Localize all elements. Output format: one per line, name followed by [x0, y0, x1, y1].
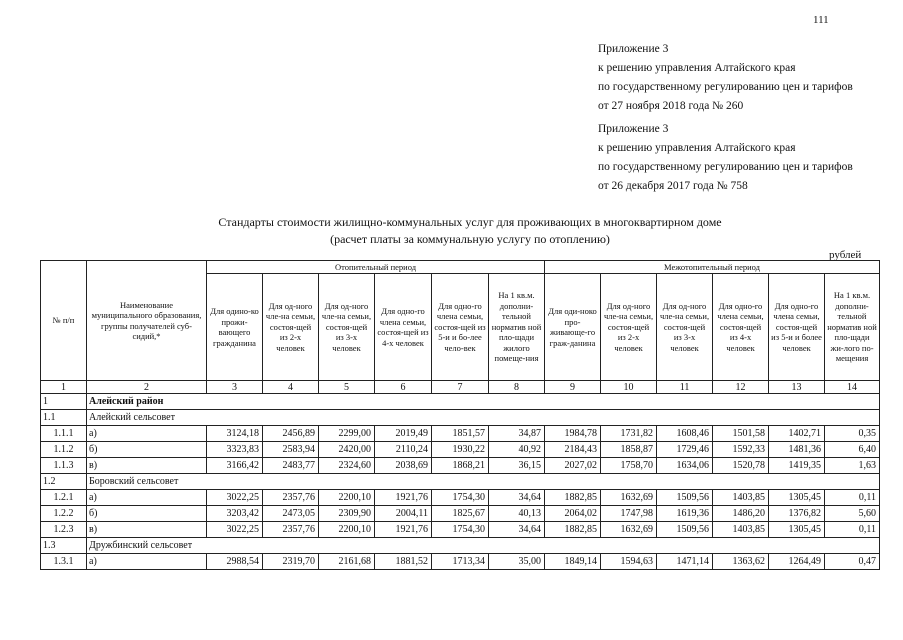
table-row	[41, 458, 880, 474]
row-number: 1	[41, 394, 87, 410]
cost-value: 1592,33	[713, 442, 769, 458]
table-row	[41, 506, 880, 522]
cost-value: 2456,89	[263, 426, 319, 442]
cost-value: 1731,82	[601, 426, 657, 442]
recipient-group: в)	[87, 522, 207, 538]
header-heating-col: Для одно-го члена семьи, состоя-щей из 4-х человек	[375, 274, 432, 381]
unit-label: рублей	[829, 249, 862, 261]
recipient-group: а)	[87, 490, 207, 506]
appendix-line: по государственному регулированию цен и тарифов	[598, 81, 853, 93]
cost-value: 2038,69	[375, 458, 432, 474]
settlement-name: Алейский сельсовет	[87, 410, 880, 426]
cost-value: 35,00	[489, 554, 545, 570]
cost-value: 3166,42	[207, 458, 263, 474]
cost-value: 1758,70	[601, 458, 657, 474]
cost-value: 2473,05	[263, 506, 319, 522]
header-interheating-col: Для одно-го члена семьи, состоя-щей из 5-и и более человек	[769, 274, 825, 381]
row-number: 1.1.3	[41, 458, 87, 474]
cost-value: 1305,45	[769, 490, 825, 506]
cost-value: 0,11	[825, 490, 880, 506]
district-row	[41, 394, 880, 410]
appendix-line: по государственному регулированию цен и тарифов	[598, 161, 853, 173]
cost-standards-table	[40, 260, 880, 570]
cost-value: 1858,87	[601, 442, 657, 458]
section-row	[41, 410, 880, 426]
document-title: Стандарты стоимости жилищно-коммунальных услуг для проживающих в многоквартирном доме	[218, 215, 722, 229]
row-number: 1.3	[41, 538, 87, 554]
cost-value: 1619,36	[657, 506, 713, 522]
cost-value: 3124,18	[207, 426, 263, 442]
settlement-name: Дружбинский сельсовет	[87, 538, 880, 554]
cost-value: 1486,20	[713, 506, 769, 522]
settlement-name: Боровский сельсовет	[87, 474, 880, 490]
cost-value: 1305,45	[769, 522, 825, 538]
recipient-group: а)	[87, 554, 207, 570]
cost-value: 2064,02	[545, 506, 601, 522]
cost-value: 3203,42	[207, 506, 263, 522]
cost-value: 34,64	[489, 522, 545, 538]
cost-value: 2988,54	[207, 554, 263, 570]
district-name: Алейский район	[87, 394, 880, 410]
row-number: 1.3.1	[41, 554, 87, 570]
cost-value: 1632,69	[601, 490, 657, 506]
page-number: 111	[813, 14, 829, 26]
header-heating-col: Для од-ного чле-на семьи, состоя-щей из 3-х человек	[319, 274, 375, 381]
appendix-line: от 26 декабря 2017 года № 758	[598, 180, 748, 192]
cost-value: 2200,10	[319, 490, 375, 506]
cost-value: 1930,22	[432, 442, 489, 458]
cost-value: 36,15	[489, 458, 545, 474]
cost-value: 1264,49	[769, 554, 825, 570]
table-row	[41, 554, 880, 570]
recipient-group: а)	[87, 426, 207, 442]
cost-value: 1754,30	[432, 522, 489, 538]
column-number: 14	[825, 381, 880, 394]
cost-value: 1984,78	[545, 426, 601, 442]
cost-value: 3022,25	[207, 522, 263, 538]
table-row	[41, 490, 880, 506]
cost-value: 1403,85	[713, 522, 769, 538]
cost-value: 1363,62	[713, 554, 769, 570]
appendix-line: к решению управления Алтайского края	[598, 62, 796, 74]
cost-value: 1594,63	[601, 554, 657, 570]
row-number: 1.2.2	[41, 506, 87, 522]
column-number: 8	[489, 381, 545, 394]
cost-value: 1851,57	[432, 426, 489, 442]
header-interheating-col: Для од-ного чле-на семьи, состоя-щей из 3-х человек	[657, 274, 713, 381]
header-heating-period: Отопительный период	[207, 261, 545, 274]
cost-value: 1509,56	[657, 522, 713, 538]
column-number: 13	[769, 381, 825, 394]
appendix-line: Приложение 3	[598, 43, 669, 55]
column-number: 12	[713, 381, 769, 394]
cost-value: 1825,67	[432, 506, 489, 522]
cost-value: 1520,78	[713, 458, 769, 474]
cost-value: 1921,76	[375, 490, 432, 506]
header-interheating-col: Для оди-ноко про-живающе-го граж-данина	[545, 274, 601, 381]
cost-value: 1868,21	[432, 458, 489, 474]
cost-value: 2019,49	[375, 426, 432, 442]
column-number: 7	[432, 381, 489, 394]
cost-value: 1747,98	[601, 506, 657, 522]
column-number: 11	[657, 381, 713, 394]
cost-value: 1921,76	[375, 522, 432, 538]
cost-value: 0,11	[825, 522, 880, 538]
table-row	[41, 442, 880, 458]
cost-value: 2357,76	[263, 522, 319, 538]
appendix-line: от 27 ноября 2018 года № 260	[598, 100, 744, 112]
section-row	[41, 474, 880, 490]
cost-value: 2184,43	[545, 442, 601, 458]
cost-value: 2299,00	[319, 426, 375, 442]
header-heating-col: Для одно-го члена семьи, состоя-щей из 5-и и бо-лее чело-век	[432, 274, 489, 381]
cost-value: 2027,02	[545, 458, 601, 474]
appendix-note-2017	[598, 120, 853, 196]
header-interheating-period: Межотопительный период	[545, 261, 880, 274]
cost-value: 1754,30	[432, 490, 489, 506]
cost-value: 1501,58	[713, 426, 769, 442]
cost-value: 2483,77	[263, 458, 319, 474]
column-number: 1	[41, 381, 87, 394]
header-interheating-col: Для од-ного чле-на семьи, состоя-щей из 2-х человек	[601, 274, 657, 381]
cost-value: 1509,56	[657, 490, 713, 506]
column-number: 3	[207, 381, 263, 394]
cost-value: 1419,35	[769, 458, 825, 474]
table-row	[41, 426, 880, 442]
header-heating-col: Для од-ного чле-на семьи, состоя-щей из 2-х человек	[263, 274, 319, 381]
cost-value: 2324,60	[319, 458, 375, 474]
row-number: 1.1.1	[41, 426, 87, 442]
header-heating-col: Для одино-ко прожи-вающего гражданина	[207, 274, 263, 381]
cost-value: 5,60	[825, 506, 880, 522]
cost-value: 2004,11	[375, 506, 432, 522]
row-number: 1.2	[41, 474, 87, 490]
cost-value: 1402,71	[769, 426, 825, 442]
cost-value: 1376,82	[769, 506, 825, 522]
cost-value: 1634,06	[657, 458, 713, 474]
header-interheating-col: Для одно-го члена семьи, состоя-щей из 4-х человек	[713, 274, 769, 381]
cost-value: 1882,85	[545, 522, 601, 538]
cost-value: 1608,46	[657, 426, 713, 442]
appendix-note-2018	[598, 40, 853, 116]
cost-value: 2357,76	[263, 490, 319, 506]
cost-value: 2319,70	[263, 554, 319, 570]
cost-value: 1,63	[825, 458, 880, 474]
cost-value: 1729,46	[657, 442, 713, 458]
recipient-group: б)	[87, 506, 207, 522]
row-number: 1.1.2	[41, 442, 87, 458]
header-municipality: Наименование муниципального образования, группы получателей суб-сидий,*	[87, 261, 207, 381]
cost-value: 1849,14	[545, 554, 601, 570]
cost-value: 3323,83	[207, 442, 263, 458]
header-heating-col: На 1 кв.м. дополни-тельной норматив ной пло-щади жилого помеще-ния	[489, 274, 545, 381]
cost-value: 0,35	[825, 426, 880, 442]
cost-value: 2110,24	[375, 442, 432, 458]
appendix-line: к решению управления Алтайского края	[598, 142, 796, 154]
column-number: 4	[263, 381, 319, 394]
cost-value: 40,13	[489, 506, 545, 522]
column-number: 9	[545, 381, 601, 394]
header-interheating-col: На 1 кв.м. дополни-тельной норматив ной пло-щади жи-лого по-мещения	[825, 274, 880, 381]
row-number: 1.2.3	[41, 522, 87, 538]
cost-value: 2161,68	[319, 554, 375, 570]
column-number: 2	[87, 381, 207, 394]
cost-value: 2309,90	[319, 506, 375, 522]
section-row	[41, 538, 880, 554]
cost-value: 34,64	[489, 490, 545, 506]
cost-value: 1481,36	[769, 442, 825, 458]
appendix-line: Приложение 3	[598, 123, 669, 135]
header-row-number: № п/п	[41, 261, 87, 381]
cost-value: 40,92	[489, 442, 545, 458]
cost-value: 1403,85	[713, 490, 769, 506]
row-number: 1.2.1	[41, 490, 87, 506]
column-number-row	[41, 381, 880, 394]
table-row	[41, 522, 880, 538]
cost-value: 1471,14	[657, 554, 713, 570]
cost-value: 6,40	[825, 442, 880, 458]
recipient-group: в)	[87, 458, 207, 474]
cost-value: 2583,94	[263, 442, 319, 458]
column-number: 6	[375, 381, 432, 394]
cost-value: 2420,00	[319, 442, 375, 458]
cost-value: 1632,69	[601, 522, 657, 538]
cost-value: 1881,52	[375, 554, 432, 570]
cost-value: 1882,85	[545, 490, 601, 506]
document-subtitle: (расчет платы за коммунальную услугу по отоплению)	[330, 232, 610, 246]
column-number: 5	[319, 381, 375, 394]
column-number: 10	[601, 381, 657, 394]
cost-value: 0,47	[825, 554, 880, 570]
cost-value: 2200,10	[319, 522, 375, 538]
cost-value: 1713,34	[432, 554, 489, 570]
cost-value: 3022,25	[207, 490, 263, 506]
cost-value: 34,87	[489, 426, 545, 442]
row-number: 1.1	[41, 410, 87, 426]
recipient-group: б)	[87, 442, 207, 458]
